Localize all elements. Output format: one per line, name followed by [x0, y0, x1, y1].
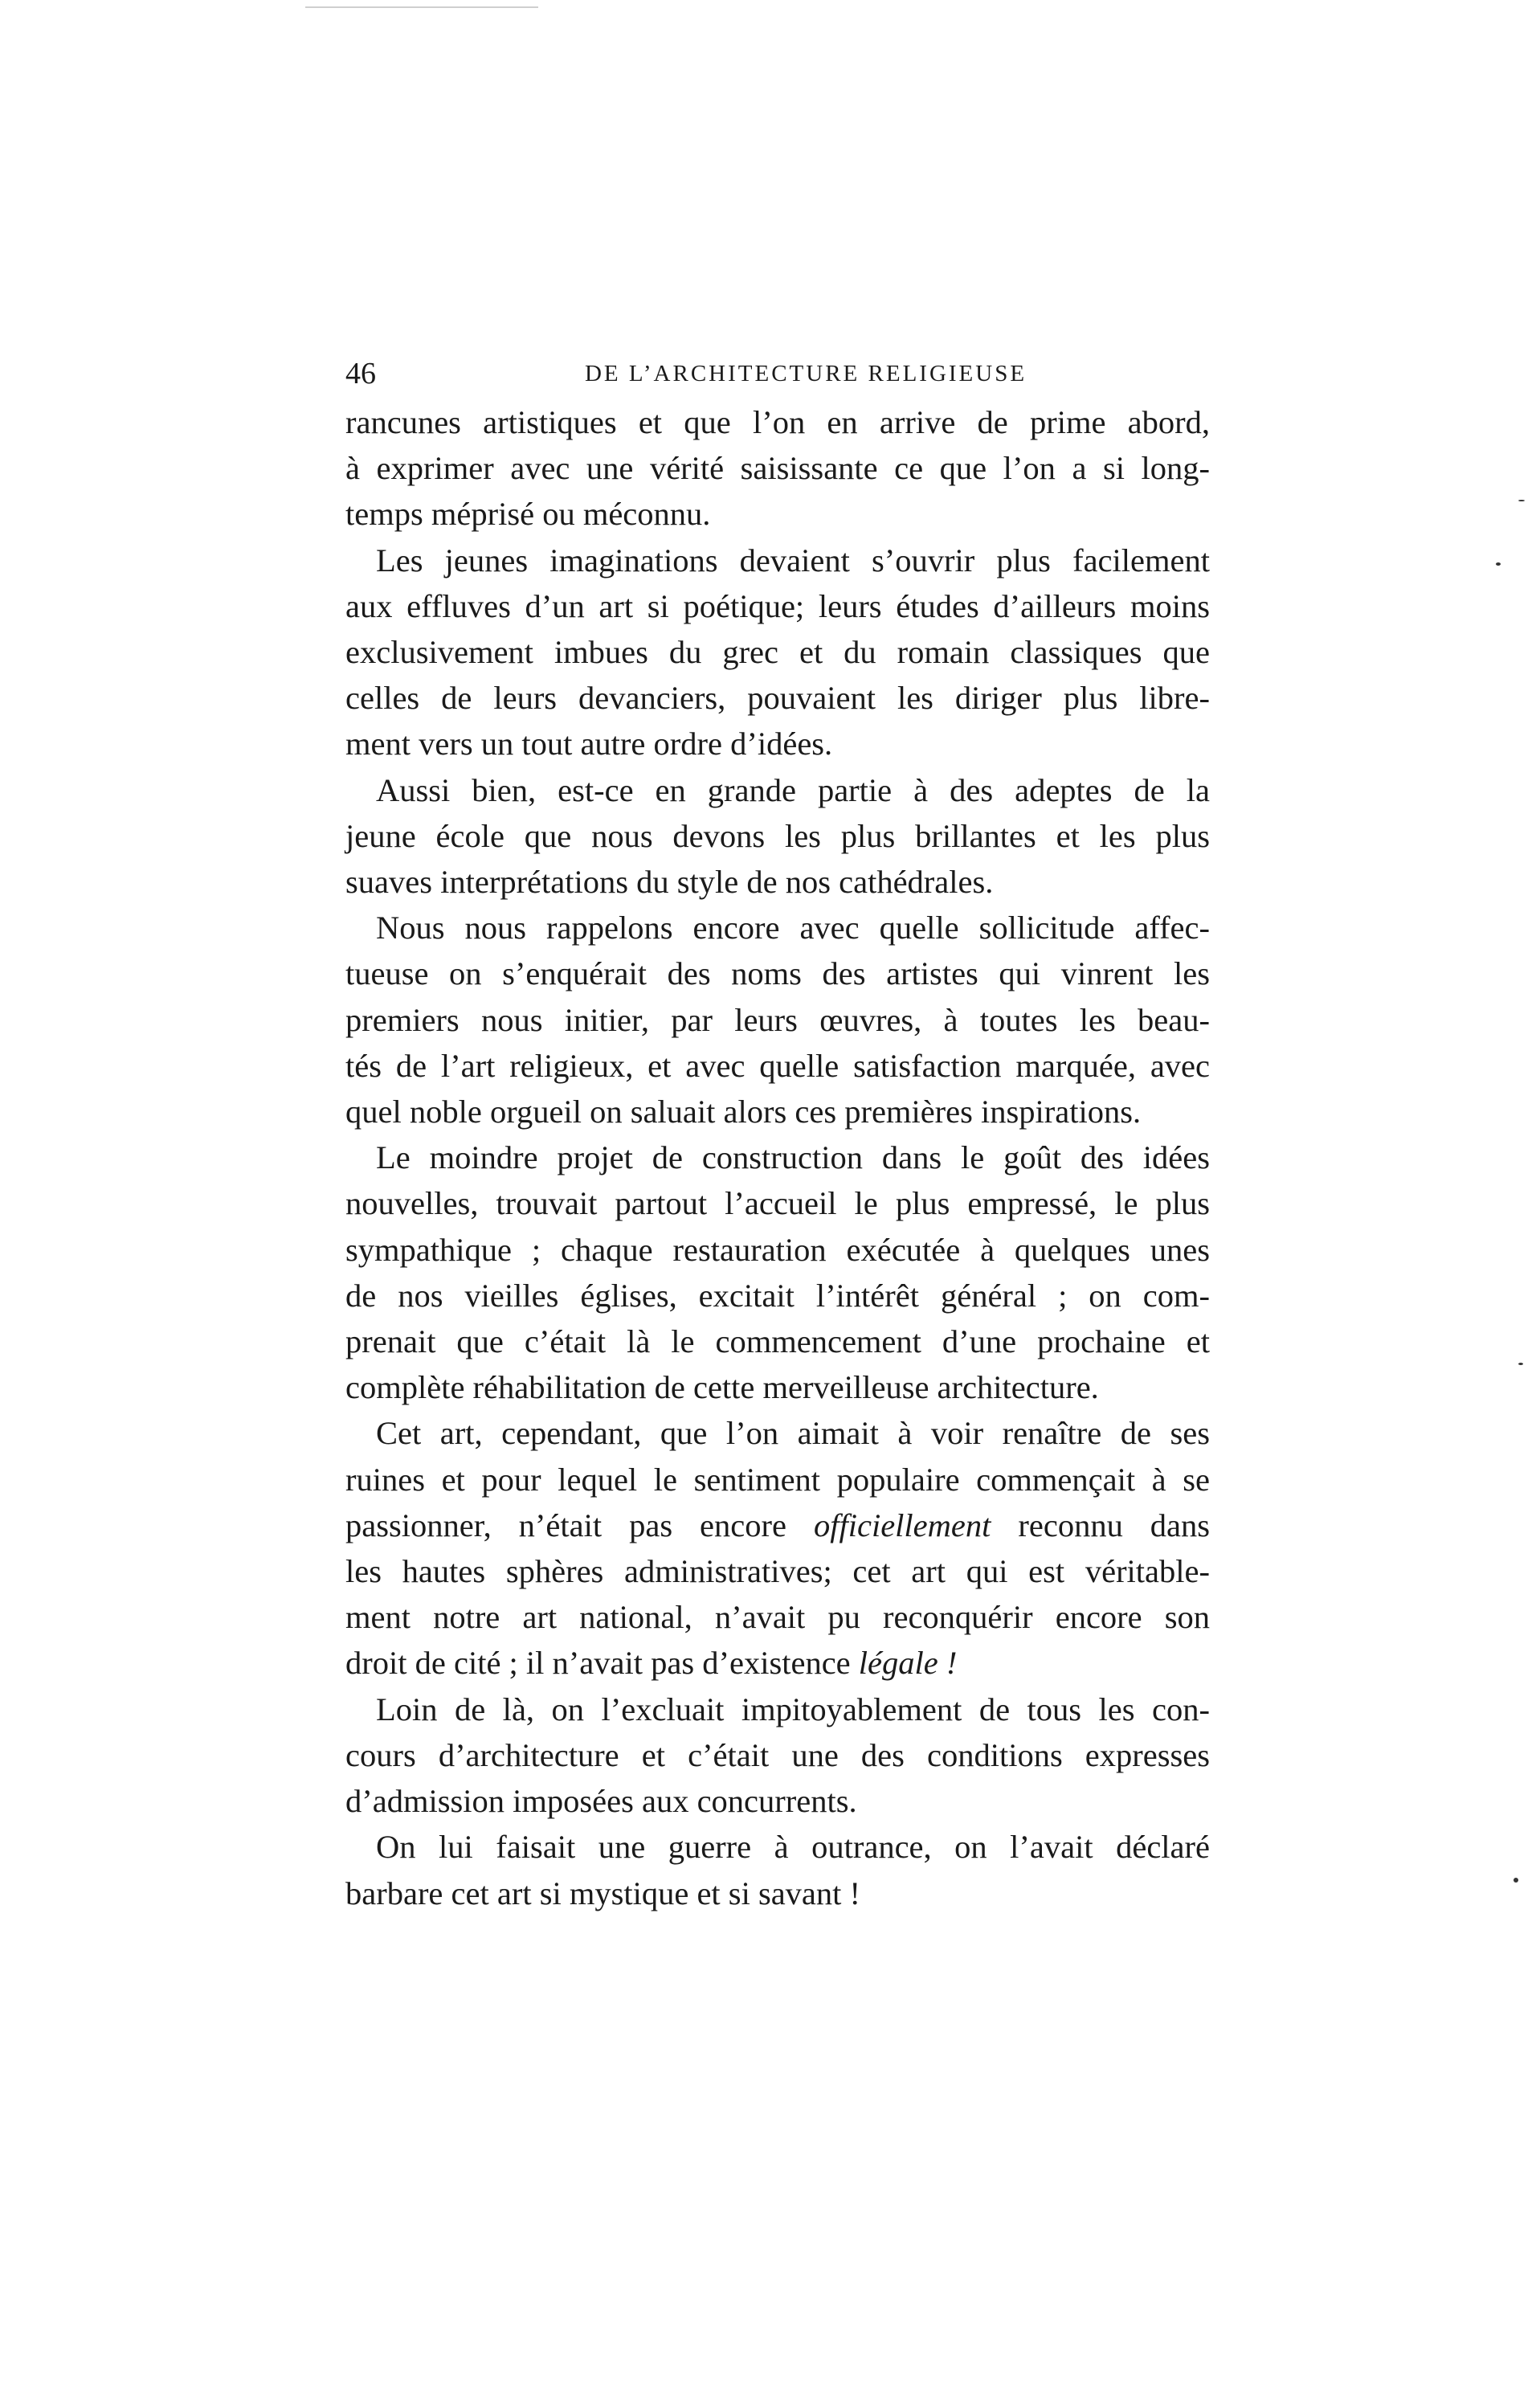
paragraph-2 [345, 538, 1210, 767]
scan-speck [1514, 1878, 1518, 1883]
scan-speck [1518, 500, 1525, 501]
paragraph-4 [345, 905, 1210, 1134]
text-line: tueuse on s’enquérait des noms des artistes qui vinrent les [345, 955, 1210, 992]
text-line: Nous nous rappelons encore avec quelle sollicitude affec- [376, 910, 1210, 946]
text-line: nouvelles, trouvait partout l’accueil le plus empressé, le plus [345, 1185, 1210, 1222]
text-line: temps méprisé ou méconnu. [345, 496, 711, 533]
page-header [345, 354, 1210, 394]
body-text [345, 399, 1210, 1916]
text-line: ruines et pour lequel le sentiment populaire commençait à se [345, 1461, 1210, 1498]
paragraph-8 [345, 1824, 1210, 1915]
text-line: ment vers un tout autre ordre d’idées. [345, 726, 833, 762]
text-line: aux effluves d’un art si poétique; leurs études d’ailleurs moins [345, 587, 1210, 624]
text-line: ment notre art national, n’avait pu reconquérir encore son [345, 1599, 1210, 1636]
text-line: Le moindre projet de construction dans le goût des idées [376, 1139, 1210, 1176]
text-line: premiers nous initier, par leurs œuvres, à toutes les beau- [345, 1001, 1210, 1038]
text-line: les hautes sphères administratives; cet art qui est véritable- [345, 1553, 1210, 1590]
text-line: On lui faisait une guerre à outrance, on l’avait déclaré [376, 1829, 1210, 1866]
text-line: Aussi bien, est-ce en grande partie à des adeptes de la [376, 771, 1210, 808]
scan-speck [1496, 562, 1501, 566]
text-line: quel noble orgueil on saluait alors ces premières inspirations. [345, 1094, 1142, 1130]
text-fragment: droit de cité ; il n’avait pas d’existence [345, 1645, 851, 1682]
text-line: de nos vieilles églises, excitait l’intérêt général ; on com- [345, 1277, 1210, 1314]
running-title: DE L’ARCHITECTURE RELIGIEUSE [584, 361, 1027, 386]
paragraph-1 [345, 399, 1210, 538]
text-line: rancunes artistiques et que l’on en arrive de prime abord, [345, 404, 1210, 440]
text-fragment: passionner, n’était pas encore [345, 1507, 786, 1543]
text-line: Cet art, cependant, que l’on aimait à voir renaître de ses [376, 1415, 1210, 1452]
text-line: cours d’architecture et c’était une des conditions expresses [345, 1736, 1210, 1773]
text-line: Les jeunes imaginations devaient s’ouvrir plus facilement [376, 542, 1210, 578]
paragraph-6 [345, 1410, 1210, 1686]
text-fragment: reconnu dans [1018, 1507, 1211, 1543]
emphasis-officiellement: officiellement [813, 1507, 991, 1543]
text-line: jeune école que nous devons les plus brillantes et les plus [345, 817, 1210, 854]
text-line [345, 1640, 1210, 1686]
text-line: prenait que c’était là le commencement d’une prochaine et [345, 1323, 1210, 1360]
top-scan-rule [305, 6, 538, 8]
text-line: d’admission imposées aux concurrents. [345, 1783, 857, 1820]
text-line: complète réhabilitation de cette merveilleuse architecture. [345, 1369, 1099, 1406]
text-line: à exprimer avec une vérité saisissante ce que l’on a si long- [345, 450, 1210, 487]
text-line: suaves interprétations du style de nos cathédrales. [345, 864, 994, 901]
page-number: 46 [345, 357, 376, 390]
text-line: Loin de là, on l’excluait impitoyablement de tous les con- [376, 1691, 1210, 1727]
text-line: celles de leurs devanciers, pouvaient les diriger plus libre- [345, 680, 1210, 717]
text-line: exclusivement imbues du grec et du romain classiques que [345, 634, 1210, 671]
text-line: barbare cet art si mystique et si savant ! [345, 1874, 861, 1911]
text-line: sympathique ; chaque restauration exécutée à quelques unes [345, 1231, 1210, 1268]
scan-speck [1518, 1363, 1523, 1365]
paragraph-3 [345, 767, 1210, 906]
paragraph-5 [345, 1134, 1210, 1410]
text-line [345, 1502, 1210, 1548]
paragraph-7 [345, 1686, 1210, 1825]
emphasis-legale: légale ! [858, 1645, 958, 1682]
text-line: tés de l’art religieux, et avec quelle satisfaction marquée, avec [345, 1047, 1210, 1084]
